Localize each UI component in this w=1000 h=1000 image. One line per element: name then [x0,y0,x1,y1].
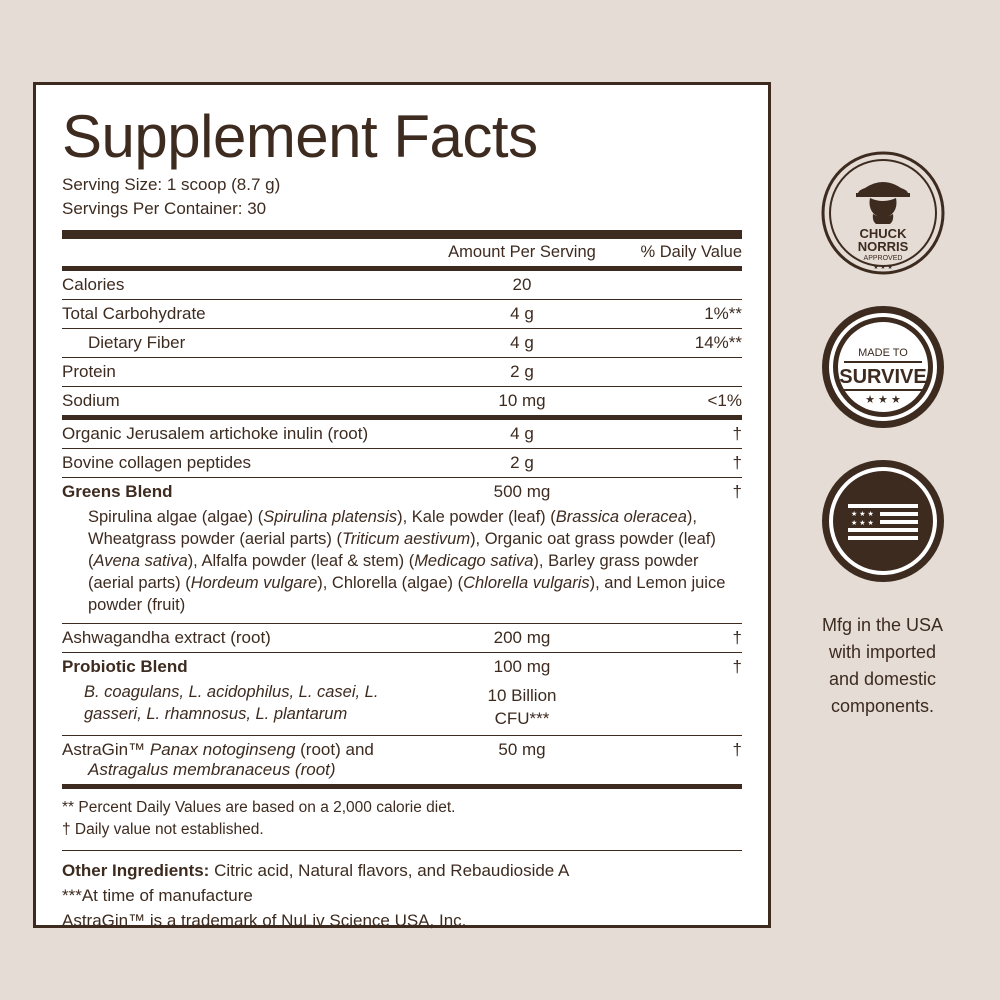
ingredient-name: Bovine collagen peptides [62,449,432,478]
nutrient-name: Sodium [62,391,120,411]
ingredient-amount: 2 g [432,449,612,478]
usa-made-badge [820,458,946,584]
servings-per-container: Servings Per Container: 30 [62,199,267,219]
footnote-dagger: † Daily value not established. [62,821,264,839]
probiotic-cfu [432,681,612,735]
svg-text:★ ★ ★: ★ ★ ★ [850,511,874,518]
made-to-survive-line1: MADE TO [857,347,908,359]
ingredients-table [62,420,742,784]
nutrient-amount: 2 g [432,358,612,387]
footnotes [62,789,742,842]
table-row [62,329,742,358]
badges-column [790,150,975,720]
nutrients-table [62,271,742,415]
ingredient-amount: 100 mg [493,656,551,676]
table-row [62,478,742,507]
made-to-survive-badge [820,304,946,430]
table-row [62,420,742,449]
note-trademark: AstraGin™ is a trademark of NuLiv Science USA, Inc. [62,911,467,931]
chuck-norris-approved-badge [820,150,946,276]
other-ingredients-label: Other Ingredients: [62,860,210,880]
chuck-norris-line2: NORRIS [857,239,908,254]
chuck-norris-stars: ★ ★ ★ [872,265,893,271]
table-header-row [62,239,742,266]
nutrient-name: Dietary Fiber [62,329,432,358]
footnote-daily-values: ** Percent Daily Values are based on a 2,000 calorie diet. [62,798,456,816]
nutrient-dv: 1%** [612,300,742,329]
header-blank [62,239,432,266]
made-to-survive-line2: SURVIVE [838,366,927,388]
header-daily-value: % Daily Value [640,243,742,262]
astragin-line1: AstraGin™ Panax notoginseng (root) and [62,739,374,759]
made-to-survive-stars: ★ ★ ★ [864,394,901,406]
other-ingredients-line [62,858,742,883]
table-row [62,271,742,300]
table-row [62,387,742,416]
ingredient-amount: 200 mg [432,623,612,652]
probiotic-cfu-line2: CFU*** [494,708,550,728]
probiotic-dv-blank [612,681,742,735]
ingredient-dv: † [612,449,742,478]
nutrient-amount: 10 mg [498,391,546,411]
table-row [62,358,742,387]
ingredient-dv: † [732,656,742,676]
divider-thick-top [62,230,742,239]
probiotic-cfu-line1: 10 Billion [487,685,557,705]
nutrient-amount: 4 g [432,329,612,358]
usa-flag-icon [820,458,946,584]
nutrient-dv: 14%** [612,329,742,358]
astragin-line2: Astragalus membranaceus (root) [88,759,336,779]
nutrient-dv [612,271,742,300]
mfg-text-block [790,612,975,720]
ingredient-amount: 500 mg [493,482,551,502]
serving-size: Serving Size: 1 scoop (8.7 g) [62,175,281,194]
header-amount-per-serving: Amount Per Serving [448,243,596,262]
ingredient-name: Greens Blend [62,482,173,502]
mfg-line-1: Mfg in the USA [821,615,944,635]
table-row [62,735,742,784]
ingredient-name: Probiotic Blend [62,656,188,676]
ingredient-dv: † [612,623,742,652]
page-title: Supplement Facts [62,103,538,170]
greens-blend-detail-text: Spirulina algae (algae) (Spirulina platensis), Kale powder (leaf) (Brassica oleracea), Wheatgrass powder (aerial parts) (Triticum aestivum), Organic oat grass powder (leaf) (Avena sativa), Alfalfa powder (leaf & stem) (Medicago sativa), Barley grass powder (aerial parts) (Hordeum vulgare), Chlorella (algae) (Chlorella vulgaris), and Lemon juice powder (fruit) [88,508,726,614]
greens-blend-detail [62,506,742,623]
nutrition-table [62,239,742,266]
mfg-line-3: and domestic [828,669,937,689]
table-row-detail [62,681,742,735]
note-at-time-of-manufacture: ***At time of manufacture [62,885,253,905]
table-row [62,652,742,681]
ingredient-dv: † [612,420,742,449]
chuck-norris-line1: CHUCK [859,226,906,241]
supplement-facts-panel [33,82,771,931]
ingredient-amount: 4 g [432,420,612,449]
table-row [62,623,742,652]
nutrient-amount: 20 [432,271,612,300]
mfg-line-4: components. [830,696,935,716]
astragin-amount: 50 mg [498,739,546,759]
probiotic-detail: B. coagulans, L. acidophilus, L. casei, L. gasseri, L. rhamnosus, L. plantarum [62,681,432,735]
nutrient-name: Protein [62,358,432,387]
ingredient-name: Organic Jerusalem artichoke inulin (root) [62,420,432,449]
astragin-name [62,735,432,784]
nutrient-dv [612,358,742,387]
nutrient-dv: <1% [707,391,742,411]
astragin-dv: † [732,739,742,759]
table-row-detail [62,506,742,623]
svg-text:★ ★ ★: ★ ★ ★ [850,520,874,527]
ingredient-dv: † [732,482,742,502]
other-ingredients-value: Citric acid, Natural flavors, and Rebaudioside A [214,860,570,880]
chuck-norris-badge-icon [820,150,946,276]
made-to-survive-badge-icon [820,304,946,430]
other-ingredients-block [62,851,742,933]
nutrient-amount: 4 g [432,300,612,329]
table-row [62,300,742,329]
mfg-line-2: with imported [828,642,937,662]
chuck-norris-line3: APPROVED [863,255,902,262]
nutrient-name: Calories [62,271,432,300]
nutrient-name: Total Carbohydrate [62,300,432,329]
table-row [62,449,742,478]
ingredient-name: Ashwagandha extract (root) [62,623,432,652]
